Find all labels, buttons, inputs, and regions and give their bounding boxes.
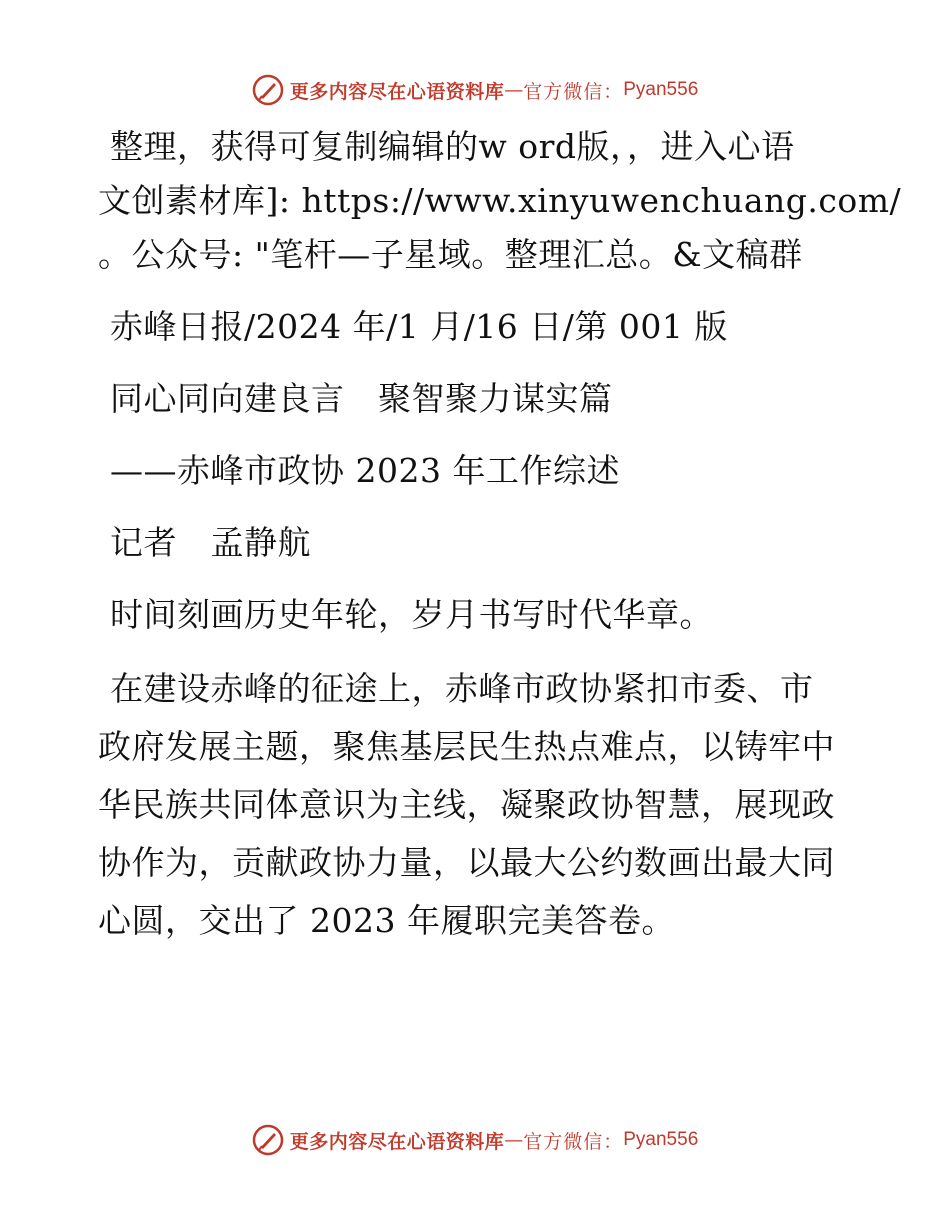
body-line: 政府发展主题，聚焦基层民生热点难点，以铸牢中 <box>98 727 835 766</box>
watermark-separator: — <box>504 79 524 101</box>
article-body-paragraph <box>98 660 858 950</box>
document-content <box>98 120 902 950</box>
header-watermark <box>0 70 950 110</box>
watermark-main-text: 更多内容尽在心语资料库 <box>289 80 505 103</box>
body-line: 在建设赤峰的征途上，赤峰市政协紧扣市委、市 <box>110 669 814 708</box>
body-line: 华民族共同体意识为主线，凝聚政协智慧，展现政 <box>98 785 835 824</box>
intro-line-1: 整理，获得可复制编辑的w ord版，，进入心语 <box>110 127 795 166</box>
body-line: 协作为，贡献政协力量，以最大公约数画出最大同 <box>98 843 835 882</box>
article-source: 赤峰日报/2024 年/1 月/16 日/第 001 版 <box>110 307 728 346</box>
article-lead: 时间刻画历史年轮，岁月书写时代华章。 <box>110 595 713 634</box>
footer-watermark <box>0 1120 950 1160</box>
body-line: 心圆，交出了 2023 年履职完美答卷。 <box>98 901 675 940</box>
quill-logo-icon <box>252 74 284 106</box>
article-title: 同心同向建良言 聚智聚力谋实篇 <box>110 379 613 418</box>
quill-logo-icon <box>252 1124 284 1156</box>
watermark-main-text: 更多内容尽在心语资料库 <box>289 1130 505 1153</box>
watermark-official-label: 官方微信： <box>523 1130 624 1153</box>
watermark-official-label: 官方微信： <box>523 80 624 103</box>
watermark-wechat-id: Pyan556 <box>623 79 699 100</box>
intro-line-2: 文创素材库]: https://www.xinyuwenchuang.com/ <box>98 181 902 220</box>
watermark-wechat-id: Pyan556 <box>623 1129 699 1150</box>
article-subtitle: ——赤峰市政协 2023 年工作综述 <box>110 451 620 490</box>
article-byline: 记者 孟静航 <box>110 523 311 562</box>
intro-line-3: 。公众号: "笔杆—子星域。整理汇总。&文稿群 <box>98 235 803 274</box>
watermark-separator: — <box>504 1129 524 1151</box>
